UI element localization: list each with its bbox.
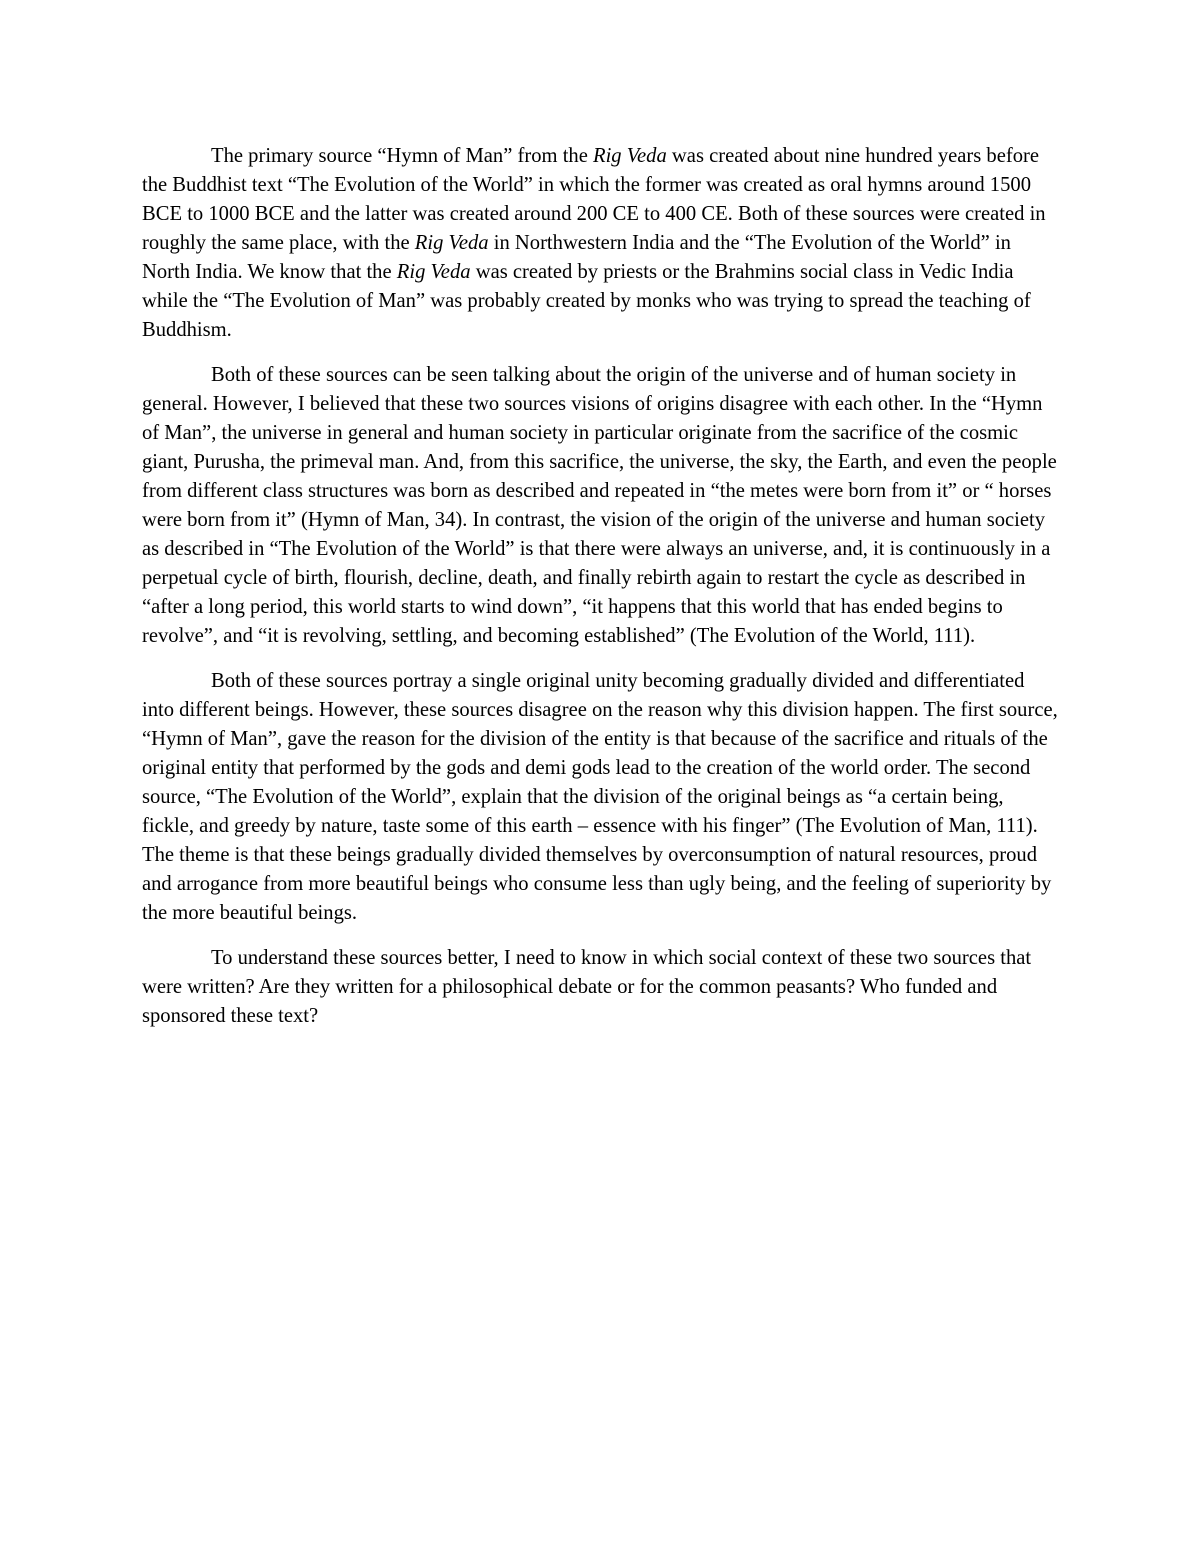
paragraph-1: [142, 142, 1060, 345]
paragraph-3: [142, 667, 1060, 928]
title-rig-veda: Rig Veda: [593, 145, 667, 167]
paragraph-4: [142, 944, 1060, 1031]
paragraph-2-text: Both of these sources can be seen talking about the origin of the universe and of human society in general. However, I believed that these two sources visions of origins disagree with each other. In the “Hymn of Man”, the universe in general and human society in particular originate from the sacrifice of the cosmic giant, Purusha, the primeval man. And, from this sacrifice, the universe, the sky, the Earth, and even the people from different class structures was born as described and repeated in “the metes were born from it” or “ horses were born from it” (Hymn of Man, 34). In contrast, the vision of the origin of the universe and human society as described in “The Evolution of the World” is that there were always an universe, and, it is continuously in a perpetual cycle of birth, flourish, decline, death, and finally rebirth again to restart the cycle as described in “after a long period, this world starts to wind down”, “it happens that this world that has ended begins to revolve”, and “it is revolving, settling, and becoming established” (The Evolution of the World, 111).: [142, 364, 1057, 647]
paragraph-1-text: was created by priests or the Brahmins social class in Vedic India while the “The Evolution of Man” was probably created by monks who was trying to spread the teaching of Buddhism.: [142, 261, 1031, 341]
title-rig-veda: Rig Veda: [414, 232, 489, 254]
document-body: [142, 142, 1060, 1047]
title-rig-veda: Rig Veda: [396, 261, 471, 283]
paragraph-1-text: The primary source “Hymn of Man” from the: [211, 145, 593, 167]
paragraph-1-text: was created about nine hundred years before the Buddhist text “The Evolution of the World” in which the former was created as oral hymns around 1500 BCE to 1000 BCE and the latter was created around 200 CE to 400 CE. Both of these sources were created in roughly the same place, with the: [142, 145, 1046, 254]
paragraph-1-text: in Northwestern India and the “The Evolution of the World” in North India. We know that the: [142, 232, 1011, 283]
paragraph-3-text: Both of these sources portray a single original unity becoming gradually divided and differentiated into different beings. However, these sources disagree on the reason why this division happen. The first source, “Hymn of Man”, gave the reason for the division of the entity is that because of the sacrifice and rituals of the original entity that performed by the gods and demi gods lead to the creation of the world order. The second source, “The Evolution of the World”, explain that the division of the original beings as “a certain being, fickle, and greedy by nature, taste some of this earth – essence with his finger” (The Evolution of Man, 111). The theme is that these beings gradually divided themselves by overconsumption of natural resources, proud and arrogance from more beautiful beings who consume less than ugly being, and the feeling of superiority by the more beautiful beings.: [142, 670, 1058, 924]
paragraph-2: [142, 361, 1060, 651]
paragraph-4-text: To understand these sources better, I need to know in which social context of these two sources that were written? Are they written for a philosophical debate or for the common peasants? Who funded and sponsored these text?: [142, 947, 1032, 1027]
